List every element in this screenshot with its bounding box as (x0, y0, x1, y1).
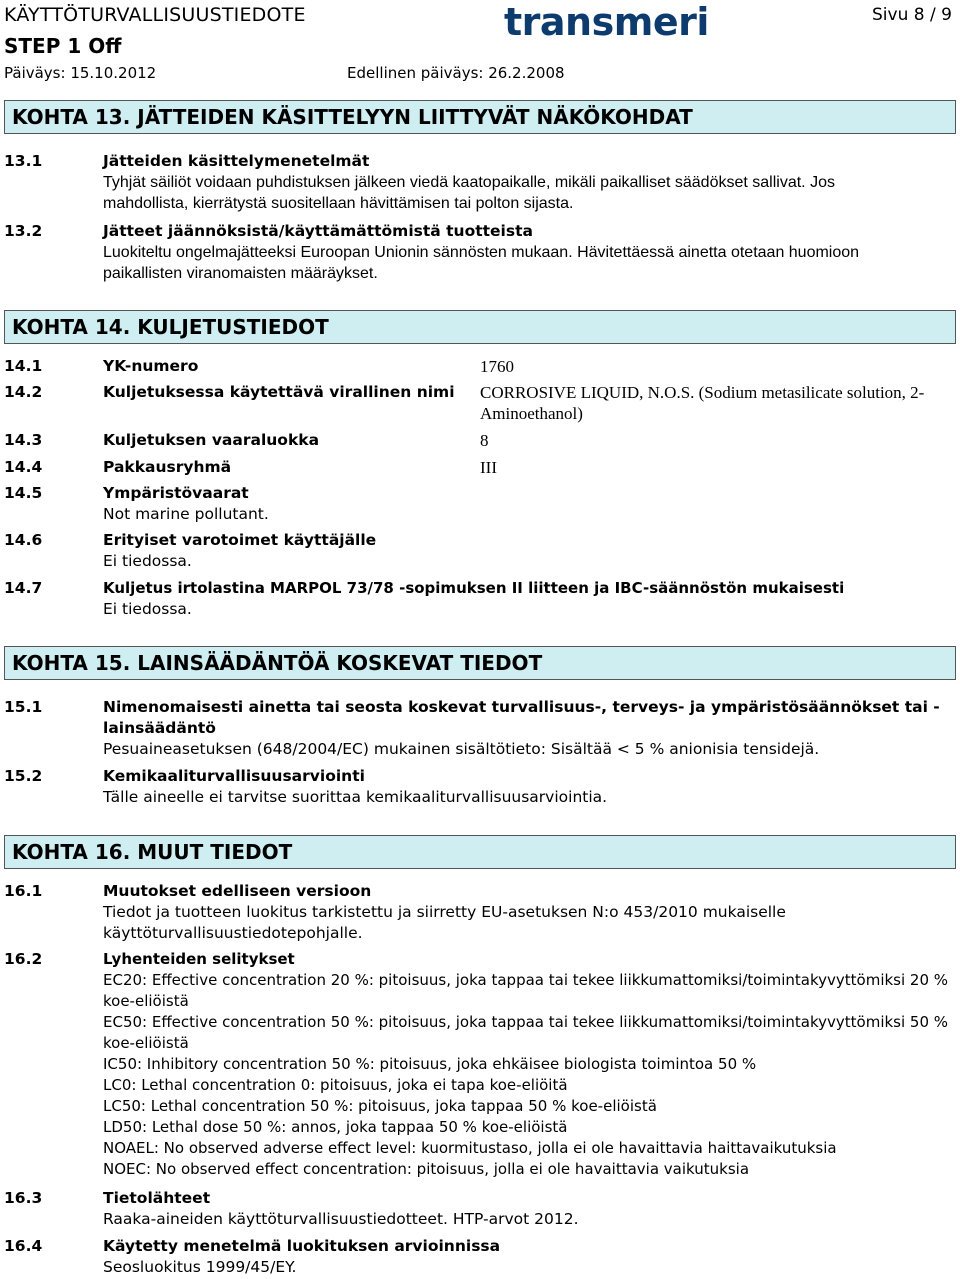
item-text-line: paikallisten viranomaisten määräykset. (103, 265, 378, 282)
item-number: 15.2 (4, 767, 43, 785)
logo-text: transmeri (504, 2, 709, 42)
section-13-title: KOHTA 13. JÄTTEIDEN KÄSITTELYYN LIITTYVÄT NÄKÖKOHDAT (4, 100, 956, 134)
item-heading: Tietolähteet (103, 1189, 211, 1207)
abbr-line: NOAEL: No observed adverse effect level: kuormitustaso, jolla ei ole havaittavia haittavaikutuksia (103, 1139, 837, 1157)
item-number: 14.2 (4, 383, 43, 401)
abbr-line: LD50: Lethal dose 50 %: annos, joka tappaa 50 % koe-eliöistä (103, 1118, 568, 1136)
item-heading: lainsäädäntö (103, 719, 216, 737)
item-text-line: Luokiteltu ongelmajätteeksi Euroopan Unionin sännösten mukaan. Hävitettäessä ainetta otetaan huomioon (103, 244, 860, 261)
item-value: 8 (480, 431, 489, 450)
abbr-line: EC50: Effective concentration 50 %: pitoisuus, joka tappaa tai tekee liikkumattomiksi/toimintakyvyttömiksi 50 % (103, 1013, 949, 1031)
item-heading: Jätteiden käsittelymenetelmät (103, 152, 370, 170)
item-number: 16.3 (4, 1189, 43, 1207)
abbr-line: LC0: Lethal concentration 0: pitoisuus, joka ei tapa koe-eliöitä (103, 1076, 568, 1094)
item-text-line: Tiedot ja tuotteen luokitus tarkistettu ja siirretty EU-asetuksen N:o 453/2010 mukaiselle (103, 903, 786, 921)
item-heading: YK-numero (103, 357, 199, 375)
item-heading: Ympäristövaarat (103, 484, 249, 502)
item-number: 14.4 (4, 458, 43, 476)
item-number: 14.7 (4, 579, 43, 597)
value-line: Aminoethanol) (480, 404, 583, 423)
abbr-line: LC50: Lethal concentration 50 %: pitoisuus, joka tappaa 50 % koe-eliöistä (103, 1097, 657, 1115)
document-title: KÄYTTÖTURVALLISUUSTIEDOTE (4, 4, 306, 26)
item-heading: Kuljetus irtolastina MARPOL 73/78 -sopimuksen II liitteen ja IBC-säännöstön mukaisesti (103, 579, 845, 597)
item-text-line: mahdollista, kierrätystä suositellaan hävittämisen tai polton sijasta. (103, 195, 574, 212)
section-15-title: KOHTA 15. LAINSÄÄDÄNTÖÄ KOSKEVAT TIEDOT (4, 646, 956, 680)
item-number: 13.2 (4, 222, 43, 240)
item-heading: Kemikaaliturvallisuusarviointi (103, 767, 365, 785)
page-number: Sivu 8 / 9 (872, 5, 952, 25)
item-text: Not marine pollutant. (103, 505, 269, 523)
revision-date: Päiväys: 15.10.2012 (4, 64, 157, 82)
item-heading: Nimenomaisesti ainetta tai seosta koskevat turvallisuus-, terveys- ja ympäristösäännökset tai - (103, 698, 940, 716)
item-number: 15.1 (4, 698, 43, 716)
item-text: Raaka-aineiden käyttöturvallisuustiedotteet. HTP-arvot 2012. (103, 1210, 579, 1228)
item-text-line: käyttöturvallisuustiedotepohjalle. (103, 924, 363, 942)
item-heading: Kuljetuksessa käytettävä virallinen nimi (103, 383, 455, 401)
item-heading: Pakkausryhmä (103, 458, 232, 476)
previous-date: Edellinen päiväys: 26.2.2008 (347, 64, 565, 82)
item-text: Pesuaineasetuksen (648/2004/EC) mukainen sisältötieto: Sisältää < 5 % anionisia tensidejä. (103, 740, 820, 758)
transmeri-logo (504, 2, 732, 42)
item-text: Ei tiedossa. (103, 552, 192, 570)
item-text: Ei tiedossa. (103, 600, 192, 618)
item-heading: Käytetty menetelmä luokituksen arvioinnissa (103, 1237, 501, 1255)
item-text-line: Tyhjät säiliöt voidaan puhdistuksen jälkeen viedä kaatopaikalle, mikäli paikalliset säädökset sallivat. Jos (103, 174, 835, 191)
item-number: 13.1 (4, 152, 43, 170)
item-heading: Kuljetuksen vaaraluokka (103, 431, 320, 449)
abbr-line: IC50: Inhibitory concentration 50 %: pitoisuus, joka ehkäisee biologista toimintoa 50 % (103, 1055, 757, 1073)
item-number: 16.1 (4, 882, 43, 900)
value-line: CORROSIVE LIQUID, N.O.S. (Sodium metasilicate solution, 2- (480, 383, 925, 402)
item-number: 16.4 (4, 1237, 43, 1255)
item-text: Tälle aineelle ei tarvitse suorittaa kemikaaliturvallisuusarviointia. (103, 788, 608, 806)
section-14-title: KOHTA 14. KULJETUSTIEDOT (4, 310, 956, 344)
item-number: 14.1 (4, 357, 43, 375)
item-heading: Jätteet jäännöksistä/käyttämättömistä tuotteista (103, 222, 533, 240)
item-number: 16.2 (4, 950, 43, 968)
abbr-line: EC20: Effective concentration 20 %: pitoisuus, joka tappaa tai tekee liikkumattomiksi/toimintakyvyttömiksi 20 % (103, 971, 949, 989)
item-text: Seosluokitus 1999/45/EY. (103, 1258, 297, 1276)
product-name: STEP 1 Off (4, 34, 122, 58)
item-heading: Lyhenteiden selitykset (103, 950, 295, 968)
item-number: 14.6 (4, 531, 43, 549)
item-value (480, 382, 958, 424)
item-number: 14.5 (4, 484, 43, 502)
abbr-line: koe-eliöistä (103, 992, 189, 1010)
section-16-title: KOHTA 16. MUUT TIEDOT (4, 835, 956, 869)
item-heading: Erityiset varotoimet käyttäjälle (103, 531, 377, 549)
abbr-line: koe-eliöistä (103, 1034, 189, 1052)
item-value: III (480, 458, 497, 477)
item-heading: Muutokset edelliseen versioon (103, 882, 372, 900)
item-number: 14.3 (4, 431, 43, 449)
page-header (0, 0, 960, 90)
item-value: 1760 (480, 357, 514, 376)
abbr-line: NOEC: No observed effect concentration: pitoisuus, jolla ei ole havaittavia vaikutuksia (103, 1160, 750, 1178)
